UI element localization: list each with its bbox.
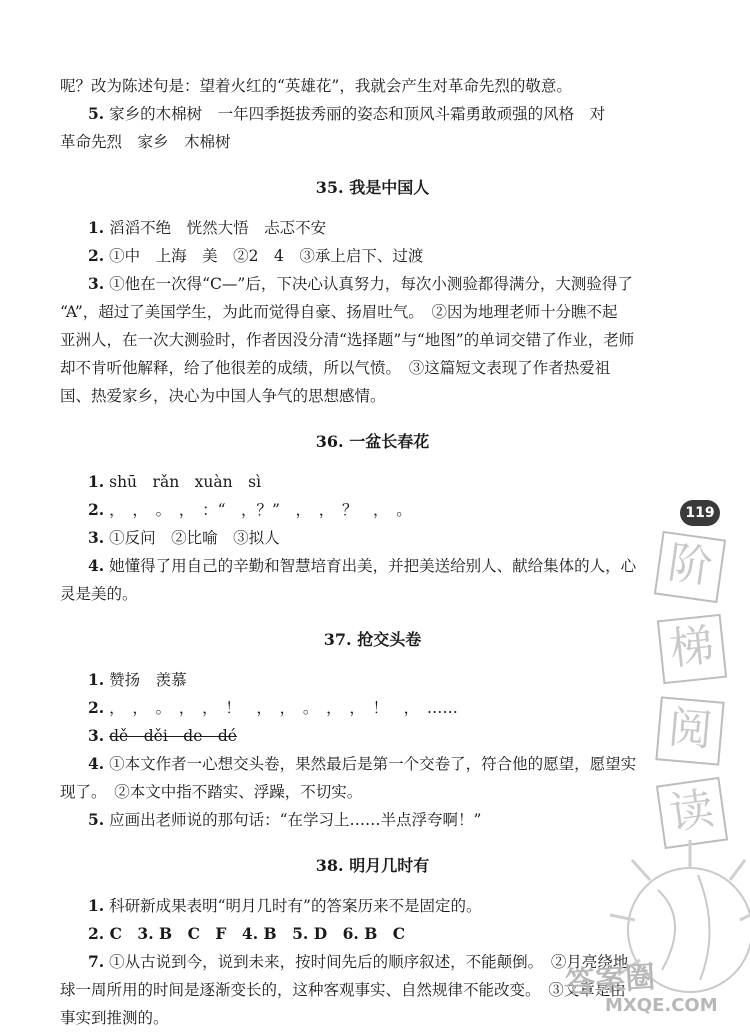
- text-line: 灵是美的。: [60, 585, 138, 603]
- item-number: 7.: [88, 952, 105, 971]
- item-number: 5.: [88, 104, 105, 123]
- answer-item: [60, 694, 685, 722]
- item-number: 4.: [88, 754, 105, 773]
- item-number: 1.: [88, 670, 105, 689]
- series-char: 读: [656, 777, 728, 849]
- text-line: 科研新成果表明“明月几时有”的答案历来不是固定的。: [109, 897, 482, 915]
- series-char: 阅: [655, 696, 724, 765]
- text-line: 革命先烈 家乡 木棉树: [60, 133, 231, 151]
- series-char: 阶: [654, 531, 726, 603]
- text-line: 亚洲人，在一次大测验时，作者因没分清“选择题”与“地图”的单词交错了作业，老师: [60, 331, 635, 349]
- answer-item: [60, 100, 685, 128]
- section-title: 35. 我是中国人: [315, 178, 430, 197]
- watermark-url: MXQE.COM: [605, 995, 718, 1016]
- answer-item: [60, 214, 685, 242]
- item-number: 5.: [88, 810, 105, 829]
- text-line: ①从古说到今，说到未来，按时间先后的顺序叙述，不能颠倒。 ②月亮绕地: [109, 953, 629, 971]
- text-line: 球一周所用的时间是逐渐变长的，这种客观事实、自然规律不能改变。 ③文章是由: [60, 981, 626, 999]
- answer-item: [60, 750, 685, 778]
- answer-item: [60, 722, 685, 750]
- series-char: 梯: [657, 614, 727, 684]
- section-title: 37. 抢交头卷: [323, 630, 422, 649]
- text-line: shū rǎn xuàn sì: [109, 473, 262, 491]
- section-title: 36. 一盆长春花: [315, 432, 430, 451]
- text-line: 国、热爱家乡，决心为中国人争气的思想感情。: [60, 387, 386, 405]
- text-line: 滔滔不绝 恍然大悟 忐忑不安: [109, 219, 327, 237]
- text-line: 事实到推测的。: [60, 1009, 169, 1027]
- text-line: 赞扬 羡慕: [109, 671, 187, 689]
- section-title: 38. 明月几时有: [315, 856, 430, 875]
- item-number: 3.: [88, 274, 105, 293]
- answer-item: [60, 496, 685, 524]
- answer-item: [60, 270, 685, 298]
- text-line: 她懂得了用自己的辛勤和智慧培育出美，并把美送给别人、献给集体的人，心: [109, 557, 637, 575]
- item-number: 3.: [88, 528, 105, 547]
- text-line: 应画出老师说的那句话：“在学习上……半点浮夸啊！”: [109, 811, 482, 829]
- text-line: “A”，超过了美国学生，为此而觉得自豪、扬眉吐气。 ②因为地理老师十分瞧不起: [60, 303, 618, 321]
- item-number: 1.: [88, 896, 105, 915]
- text-line: ①中 上海 美 ②2 4 ③承上启下、过渡: [109, 247, 424, 265]
- text-line: ， ， 。 ， ， ！ ， ， 。 ， ， ！ ， ……: [109, 699, 458, 717]
- text-line: 却不肯听他解释，给了他很差的成绩，所以气愤。 ③这篇短文表现了作者热爱祖: [60, 359, 611, 377]
- answer-item: 2. C 3. B C F 4. B 5. D 6. B C: [88, 924, 406, 943]
- text-line: ， ， 。 ， ：“ ，？” ， ， ？ ， 。: [109, 501, 412, 519]
- answer-item: [60, 242, 685, 270]
- text-line: ①他在一次得“C—”后，下决心认真努力，每次小测验都得满分，大测验得了: [109, 275, 633, 293]
- text-line: 现了。 ②本文中指不踏实、浮躁，不切实。: [60, 783, 363, 801]
- item-number: 3.: [88, 726, 105, 745]
- watermark-logo: 答案圈: [564, 959, 657, 1002]
- item-number: 2.: [88, 246, 105, 265]
- text-line: ①本文作者一心想交头卷，果然最后是第一个交卷了，符合他的愿望，愿望实: [109, 755, 637, 773]
- text-line: ①反问 ②比喻 ③拟人: [109, 529, 280, 547]
- text-line: 家乡的木棉树 一年四季挺拔秀丽的姿态和顶风斗霜勇敢顽强的风格 对: [109, 105, 606, 123]
- answer-item: [60, 552, 685, 580]
- item-number: 4.: [88, 556, 105, 575]
- page-number: 119: [680, 500, 720, 526]
- item-number: 2.: [88, 500, 105, 519]
- item-number: 1.: [88, 472, 105, 491]
- item-number: 1.: [88, 218, 105, 237]
- text-line: 呢？改为陈述句是：望着火红的“英雄花”，我就会产生对革命先烈的敬意。: [60, 77, 572, 95]
- answer-item: [60, 468, 685, 496]
- text-line: dě děi de dé: [109, 727, 237, 745]
- answer-item: [60, 666, 685, 694]
- item-number: 2.: [88, 698, 105, 717]
- answer-item: [60, 524, 685, 552]
